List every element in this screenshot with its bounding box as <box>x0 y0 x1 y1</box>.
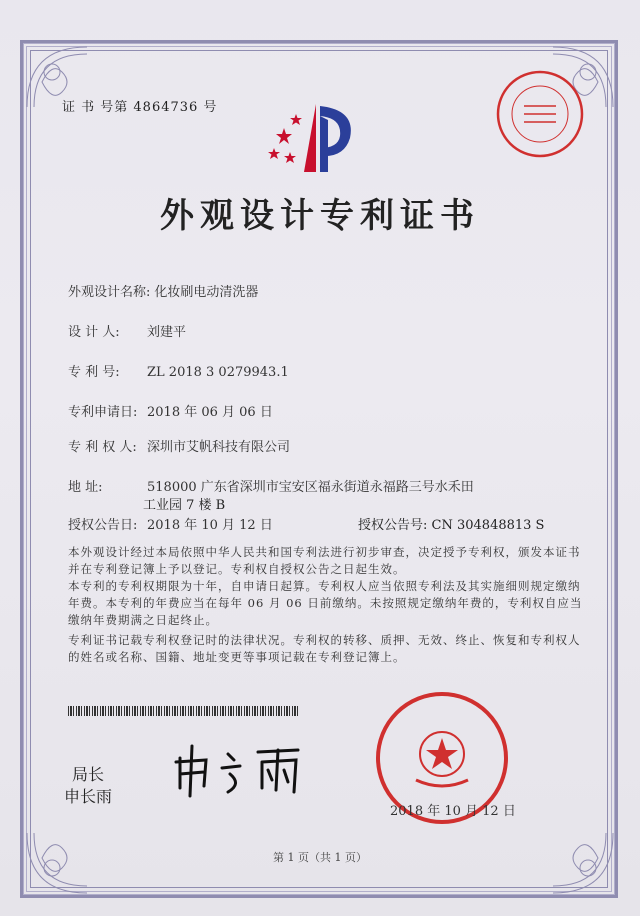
grant-number-value: CN 304848813 S <box>431 518 545 533</box>
agency-seal-icon <box>494 68 586 160</box>
address-row <box>68 476 474 495</box>
patentee-row <box>68 436 290 455</box>
address-value-line2: 工业园 7 楼 B <box>143 498 226 513</box>
patent-number-row <box>68 361 289 380</box>
patent-number-label: 专 利 号: <box>68 365 120 380</box>
director-name: 申长雨 <box>64 787 113 806</box>
barcode <box>68 706 300 716</box>
certificate-number: 证 书 号第 4864736 号 <box>62 100 218 115</box>
grant-date-row <box>68 514 273 533</box>
page-title: 外观设计专利证书 <box>160 196 480 236</box>
designer-label: 设 计 人: <box>68 325 120 340</box>
page-number: 第 1 页（共 1 页） <box>273 851 367 864</box>
paragraph-term-fees: 本专利的专利权期限为十年，自申请日起算。专利权人应当依照专利法及其实施细则规定缴纳年费。本专利的年费应当在每年 06 月 06 日前缴纳。未按照规定缴纳年费的，专利权自应当缴纳年费期满之日起终止。 <box>68 579 583 627</box>
patent-number-value: ZL 2018 3 0279943.1 <box>147 365 289 380</box>
grant-date-value: 2018 年 10 月 12 日 <box>147 518 273 533</box>
application-date-label: 专利申请日: <box>68 405 138 420</box>
signature-icon <box>172 740 322 800</box>
design-name-value: 化妆刷电动清洗器 <box>154 285 259 300</box>
designer-row <box>68 321 186 340</box>
grant-date-label: 授权公告日: <box>68 518 138 533</box>
address-value-line1: 518000 广东省深圳市宝安区福永街道永福路三号水禾田 <box>147 480 474 495</box>
paragraph-legal-status: 专利证书记载专利权登记时的法律状况。专利权的转移、质押、无效、终止、恢复和专利权人的姓名或名称、国籍、地址变更等事项记载在专利登记簿上。 <box>68 633 581 664</box>
address-label: 地 址: <box>68 480 103 495</box>
designer-value: 刘建平 <box>147 325 187 340</box>
patentee-value: 深圳市艾帆科技有限公司 <box>147 440 291 455</box>
director-title: 局长 <box>72 765 105 784</box>
design-name-label: 外观设计名称: <box>68 285 151 300</box>
application-date-row <box>68 401 273 420</box>
patentee-label: 专 利 权 人: <box>68 440 137 455</box>
grant-number-row <box>358 514 544 533</box>
design-name-row <box>68 281 258 300</box>
application-date-value: 2018 年 06 月 06 日 <box>147 405 273 420</box>
patent-office-logo-icon <box>264 98 364 176</box>
paragraph-grant-decision: 本外观设计经过本局依照中华人民共和国专利法进行初步审查，决定授予专利权，颁发本证书并在专利登记簿上予以登记。专利权自授权公告之日起生效。 <box>68 545 581 576</box>
grant-number-label: 授权公告号: <box>358 518 428 533</box>
seal-date: 2018 年 10 月 12 日 <box>390 804 516 819</box>
